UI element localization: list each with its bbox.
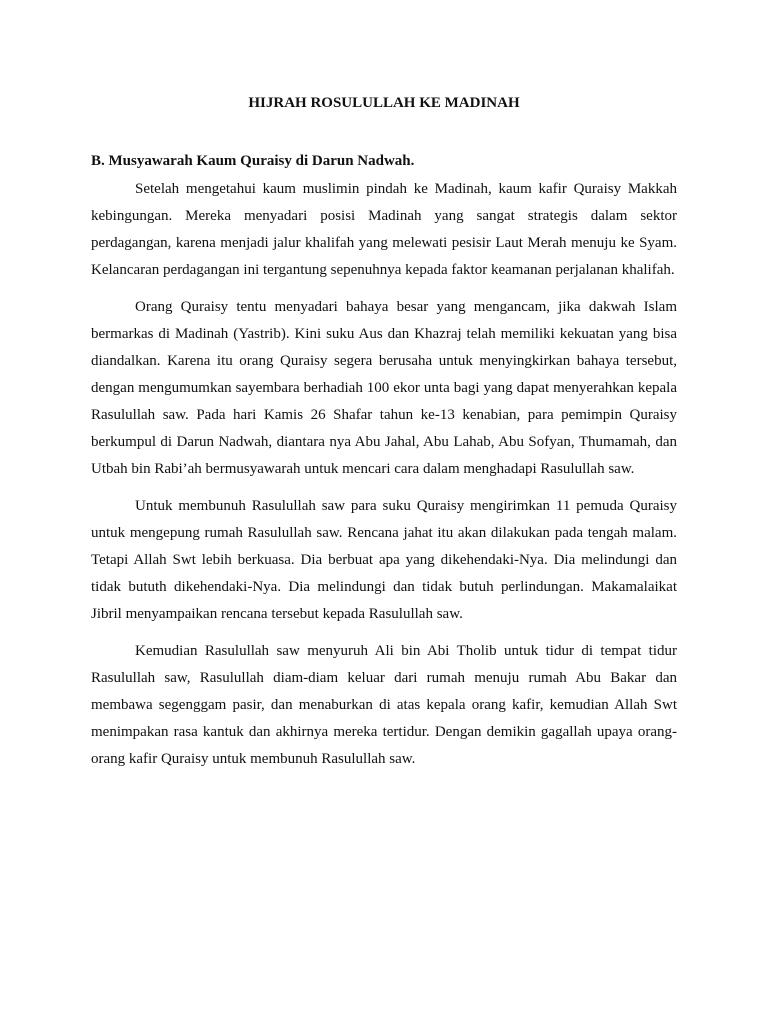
paragraph-4: Kemudian Rasulullah saw menyuruh Ali bin Abi Tholib untuk tidur di tempat tidur Rasulullah saw, Rasulullah diam-diam keluar dari rumah menuju rumah Abu Bakar dan membawa segenggam pasir, dan menaburkan di atas kepala orang kafir, kemudian Allah Swt menimpakan rasa kantuk dan akhirnya mereka tertidur. Dengan demikin gagallah upaya orang-orang kafir Quraisy untuk membunuh Rasulullah saw.: [91, 643, 677, 767]
section-heading: B. Musyawarah Kaum Quraisy di Darun Nadwah.: [91, 153, 415, 169]
paragraph-2: Orang Quraisy tentu menyadari bahaya besar yang mengancam, jika dakwah Islam bermarkas di Madinah (Yastrib). Kini suku Aus dan Khazraj telah memiliki kekuatan yang bisa diandalkan. Karena itu orang Quraisy segera berusaha untuk menyingkirkan bahaya tersebut, dengan mengumumkan sayembara berhadiah 100 ekor unta bagi yang dapat menyerahkan kepala Rasulullah saw. Pada hari Kamis 26 Shafar tahun ke-13 kenabian, para pemimpin Quraisy berkumpul di Darun Nadwah, diantara nya Abu Jahal, Abu Lahab, Abu Sofyan, Thumamah, dan Utbah bin Rabi’ah bermusyawarah untuk mencari cara dalam menghadapi Rasulullah saw.: [91, 299, 677, 477]
document-title: HIJRAH ROSULULLAH KE MADINAH: [248, 95, 520, 111]
paragraph-1: Setelah mengetahui kaum muslimin pindah ke Madinah, kaum kafir Quraisy Makkah kebingungan. Mereka menyadari posisi Madinah yang sangat strategis dalam sektor perdagangan, karena menjadi jalur khalifah yang melewati pesisir Laut Merah menuju ke Syam. Kelancaran perdagangan ini tergantung sepenuhnya kepada faktor keamanan perjalanan khalifah.: [91, 181, 677, 278]
document-body: [91, 150, 677, 783]
paragraph-3: Untuk membunuh Rasulullah saw para suku Quraisy mengirimkan 11 pemuda Quraisy untuk mengepung rumah Rasulullah saw. Rencana jahat itu akan dilakukan pada tengah malam. Tetapi Allah Swt lebih berkuasa. Dia berbuat apa yang dikehendaki-Nya. Dia melindungi dan tidak bututh dikehendaki-Nya. Dia melindungi dan tidak butuh perlindungan. Makamalaikat Jibril menyampaikan rencana tersebut kepada Rasulullah saw.: [91, 498, 677, 622]
